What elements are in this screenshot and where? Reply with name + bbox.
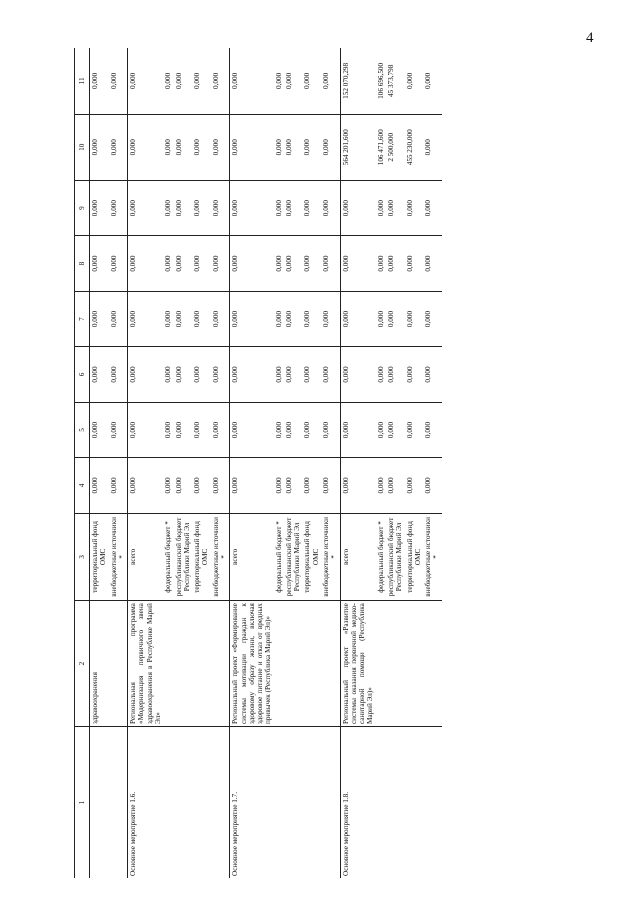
column-number: 11 xyxy=(75,48,90,114)
amount-cell: 0,000 xyxy=(192,48,211,114)
column-number: 3 xyxy=(75,513,90,600)
table-row xyxy=(302,48,321,878)
amount-cell: 0,000 xyxy=(230,347,274,402)
program-name-cell xyxy=(376,601,386,727)
amount-cell: 0,000 xyxy=(211,236,230,291)
activity-name-cell xyxy=(192,727,211,878)
column-number: 1 xyxy=(75,727,90,878)
budget-table xyxy=(74,48,442,878)
column-number: 10 xyxy=(75,114,90,180)
amount-cell: 0,000 xyxy=(174,291,193,346)
amount-cell: 0,000 xyxy=(174,114,193,180)
amount-cell: 0,000 xyxy=(376,291,386,346)
table-row xyxy=(109,48,128,878)
amount-cell: 0,000 xyxy=(302,347,321,402)
column-number-row xyxy=(75,48,90,878)
amount-cell: 0,000 xyxy=(274,48,284,114)
amount-cell: 0,000 xyxy=(340,402,376,457)
amount-cell: 0,000 xyxy=(90,48,109,114)
amount-cell: 0,000 xyxy=(174,48,193,114)
amount-cell: 152 070,298 xyxy=(340,48,376,114)
amount-cell: 0,000 xyxy=(274,114,284,180)
program-name-cell xyxy=(302,601,321,727)
amount-cell: 0,000 xyxy=(192,291,211,346)
amount-cell: 0,000 xyxy=(423,347,442,402)
amount-cell: 0,000 xyxy=(321,48,340,114)
table-row xyxy=(386,48,405,878)
amount-cell: 0,000 xyxy=(192,402,211,457)
amount-cell: 0,000 xyxy=(386,180,405,235)
amount-cell: 0,000 xyxy=(321,402,340,457)
amount-cell: 0,000 xyxy=(109,458,128,513)
activity-name-cell: Основное мероприятие 1.8. xyxy=(340,727,376,878)
activity-name-cell xyxy=(274,727,284,878)
table-row xyxy=(128,48,164,878)
funding-source-cell: всего xyxy=(230,513,274,600)
amount-cell: 0,000 xyxy=(321,114,340,180)
amount-cell: 106 696,500 xyxy=(376,48,386,114)
amount-cell: 0,000 xyxy=(192,347,211,402)
funding-source-cell: территориальный фонд ОМС xyxy=(405,513,424,600)
amount-cell: 0,000 xyxy=(274,347,284,402)
amount-cell: 106 471,600 xyxy=(376,114,386,180)
amount-cell: 0,000 xyxy=(274,291,284,346)
activity-name-cell xyxy=(163,727,173,878)
program-name-cell xyxy=(274,601,284,727)
activity-name-cell xyxy=(405,727,424,878)
amount-cell: 0,000 xyxy=(163,180,173,235)
amount-cell: 0,000 xyxy=(90,291,109,346)
table-row xyxy=(376,48,386,878)
amount-cell: 0,000 xyxy=(109,402,128,457)
amount-cell: 0,000 xyxy=(163,347,173,402)
table-row xyxy=(321,48,340,878)
amount-cell: 0,000 xyxy=(230,291,274,346)
amount-cell: 0,000 xyxy=(163,236,173,291)
program-name-cell xyxy=(192,601,211,727)
amount-cell: 0,000 xyxy=(405,180,424,235)
amount-cell: 0,000 xyxy=(128,236,164,291)
amount-cell: 0,000 xyxy=(376,347,386,402)
amount-cell: 0,000 xyxy=(211,347,230,402)
table-row xyxy=(90,48,109,878)
amount-cell: 0,000 xyxy=(90,114,109,180)
amount-cell: 0,000 xyxy=(302,180,321,235)
amount-cell: 0,000 xyxy=(230,180,274,235)
amount-cell: 0,000 xyxy=(163,291,173,346)
amount-cell: 0,000 xyxy=(321,347,340,402)
amount-cell: 0,000 xyxy=(230,48,274,114)
funding-source-cell: федеральный бюджет * xyxy=(163,513,173,600)
amount-cell: 0,000 xyxy=(340,291,376,346)
table-row xyxy=(174,48,193,878)
table-body xyxy=(90,48,442,878)
amount-cell: 0,000 xyxy=(321,180,340,235)
amount-cell: 0,000 xyxy=(321,458,340,513)
funding-source-cell: республиканский бюджет Республики Марий Эл xyxy=(284,513,303,600)
amount-cell: 0,000 xyxy=(163,48,173,114)
amount-cell: 0,000 xyxy=(386,402,405,457)
program-name-cell xyxy=(405,601,424,727)
column-number: 2 xyxy=(75,601,90,727)
amount-cell: 0,000 xyxy=(174,236,193,291)
activity-name-cell xyxy=(284,727,303,878)
rotated-table-container xyxy=(74,48,634,878)
activity-name-cell: Основное мероприятие 1.7. xyxy=(230,727,274,878)
amount-cell: 0,000 xyxy=(284,48,303,114)
amount-cell: 0,000 xyxy=(174,458,193,513)
amount-cell: 0,000 xyxy=(302,402,321,457)
amount-cell: 0,000 xyxy=(376,402,386,457)
amount-cell: 0,000 xyxy=(405,291,424,346)
funding-source-cell: всего xyxy=(340,513,376,600)
column-number: 8 xyxy=(75,236,90,291)
amount-cell: 0,000 xyxy=(128,180,164,235)
activity-name-cell xyxy=(211,727,230,878)
amount-cell: 0,000 xyxy=(211,180,230,235)
amount-cell: 0,000 xyxy=(423,291,442,346)
activity-name-cell xyxy=(423,727,442,878)
activity-name-cell xyxy=(90,727,109,878)
amount-cell: 0,000 xyxy=(386,236,405,291)
amount-cell: 0,000 xyxy=(284,347,303,402)
amount-cell: 0,000 xyxy=(340,180,376,235)
amount-cell: 0,000 xyxy=(109,347,128,402)
amount-cell: 0,000 xyxy=(302,458,321,513)
amount-cell: 0,000 xyxy=(376,236,386,291)
amount-cell: 0,000 xyxy=(211,402,230,457)
amount-cell: 455 230,000 xyxy=(405,114,424,180)
amount-cell: 0,000 xyxy=(284,180,303,235)
funding-source-cell: внебюджетные источники * xyxy=(321,513,340,600)
table-row xyxy=(230,48,274,878)
column-number: 6 xyxy=(75,347,90,402)
activity-name-cell xyxy=(302,727,321,878)
column-number: 5 xyxy=(75,402,90,457)
amount-cell: 0,000 xyxy=(174,402,193,457)
amount-cell: 0,000 xyxy=(302,291,321,346)
amount-cell: 0,000 xyxy=(109,114,128,180)
amount-cell: 0,000 xyxy=(128,114,164,180)
amount-cell: 0,000 xyxy=(230,114,274,180)
amount-cell: 0,000 xyxy=(192,114,211,180)
amount-cell: 0,000 xyxy=(192,180,211,235)
program-name-cell: Региональный проект «Формирование системы мотивации граждан к здоровому образу жизни, включая здоровое питание и отказ от вредных привычек (Республика Марий Эл)» xyxy=(230,601,274,727)
amount-cell: 0,000 xyxy=(230,236,274,291)
amount-cell: 0,000 xyxy=(284,114,303,180)
amount-cell: 0,000 xyxy=(211,48,230,114)
program-name-cell xyxy=(423,601,442,727)
funding-source-cell: республиканский бюджет Республики Марий Эл xyxy=(386,513,405,600)
column-number: 9 xyxy=(75,180,90,235)
program-name-cell xyxy=(163,601,173,727)
amount-cell: 0,000 xyxy=(163,402,173,457)
amount-cell: 0,000 xyxy=(128,347,164,402)
amount-cell: 0,000 xyxy=(340,236,376,291)
amount-cell: 0,000 xyxy=(128,402,164,457)
activity-name-cell: Основное мероприятие 1.6. xyxy=(128,727,164,878)
table-row xyxy=(163,48,173,878)
amount-cell: 0,000 xyxy=(90,180,109,235)
funding-source-cell: федеральный бюджет * xyxy=(274,513,284,600)
funding-source-cell: внебюджетные источники * xyxy=(109,513,128,600)
amount-cell: 0,000 xyxy=(109,48,128,114)
amount-cell: 0,000 xyxy=(405,236,424,291)
program-name-cell: здравоохранения xyxy=(90,601,109,727)
table-row xyxy=(211,48,230,878)
amount-cell: 2 500,000 xyxy=(386,114,405,180)
amount-cell: 0,000 xyxy=(163,458,173,513)
program-name-cell xyxy=(284,601,303,727)
amount-cell: 0,000 xyxy=(405,458,424,513)
amount-cell: 0,000 xyxy=(340,458,376,513)
funding-source-cell: территориальный фонд ОМС xyxy=(90,513,109,600)
amount-cell: 45 373,798 xyxy=(386,48,405,114)
funding-source-cell: республиканский бюджет Республики Марий Эл xyxy=(174,513,193,600)
amount-cell: 564 201,600 xyxy=(340,114,376,180)
amount-cell: 0,000 xyxy=(109,236,128,291)
program-name-cell xyxy=(211,601,230,727)
amount-cell: 0,000 xyxy=(211,114,230,180)
amount-cell: 0,000 xyxy=(163,114,173,180)
amount-cell: 0,000 xyxy=(274,402,284,457)
column-number: 4 xyxy=(75,458,90,513)
amount-cell: 0,000 xyxy=(386,347,405,402)
amount-cell: 0,000 xyxy=(90,236,109,291)
amount-cell: 0,000 xyxy=(376,458,386,513)
amount-cell: 0,000 xyxy=(386,291,405,346)
amount-cell: 0,000 xyxy=(174,347,193,402)
amount-cell: 0,000 xyxy=(302,236,321,291)
activity-name-cell xyxy=(386,727,405,878)
funding-source-cell: внебюджетные источники * xyxy=(423,513,442,600)
amount-cell: 0,000 xyxy=(302,114,321,180)
table-row xyxy=(405,48,424,878)
amount-cell: 0,000 xyxy=(405,48,424,114)
amount-cell: 0,000 xyxy=(321,236,340,291)
amount-cell: 0,000 xyxy=(284,236,303,291)
table-row xyxy=(423,48,442,878)
amount-cell: 0,000 xyxy=(211,458,230,513)
amount-cell: 0,000 xyxy=(423,48,442,114)
amount-cell: 0,000 xyxy=(128,48,164,114)
amount-cell: 0,000 xyxy=(274,236,284,291)
amount-cell: 0,000 xyxy=(284,402,303,457)
amount-cell: 0,000 xyxy=(423,402,442,457)
amount-cell: 0,000 xyxy=(90,402,109,457)
funding-source-cell: территориальный фонд ОМС xyxy=(302,513,321,600)
funding-source-cell: территориальный фонд ОМС xyxy=(192,513,211,600)
amount-cell: 0,000 xyxy=(386,458,405,513)
amount-cell: 0,000 xyxy=(128,458,164,513)
amount-cell: 0,000 xyxy=(90,347,109,402)
amount-cell: 0,000 xyxy=(376,180,386,235)
amount-cell: 0,000 xyxy=(128,291,164,346)
program-name-cell: Региональная программа «Модернизация первичного звена здравоохранения в Республике Марий Эл» xyxy=(128,601,164,727)
amount-cell: 0,000 xyxy=(192,236,211,291)
amount-cell: 0,000 xyxy=(405,402,424,457)
amount-cell: 0,000 xyxy=(230,458,274,513)
page-number: 4 xyxy=(586,30,594,46)
funding-source-cell: внебюджетные источники * xyxy=(211,513,230,600)
amount-cell: 0,000 xyxy=(284,458,303,513)
table-row xyxy=(274,48,284,878)
amount-cell: 0,000 xyxy=(174,180,193,235)
program-name-cell: Региональный проект «Развитие системы оказания первичной медико-санитарной помощи (Республика Марий Эл)» xyxy=(340,601,376,727)
amount-cell: 0,000 xyxy=(109,291,128,346)
program-name-cell xyxy=(386,601,405,727)
table-row xyxy=(284,48,303,878)
amount-cell: 0,000 xyxy=(109,180,128,235)
amount-cell: 0,000 xyxy=(192,458,211,513)
amount-cell: 0,000 xyxy=(274,180,284,235)
amount-cell: 0,000 xyxy=(90,458,109,513)
amount-cell: 0,000 xyxy=(340,347,376,402)
amount-cell: 0,000 xyxy=(321,291,340,346)
program-name-cell xyxy=(174,601,193,727)
amount-cell: 0,000 xyxy=(230,402,274,457)
amount-cell: 0,000 xyxy=(274,458,284,513)
amount-cell: 0,000 xyxy=(423,236,442,291)
amount-cell: 0,000 xyxy=(211,291,230,346)
amount-cell: 0,000 xyxy=(423,458,442,513)
table-row xyxy=(192,48,211,878)
activity-name-cell xyxy=(174,727,193,878)
amount-cell: 0,000 xyxy=(423,180,442,235)
program-name-cell xyxy=(321,601,340,727)
amount-cell: 0,000 xyxy=(423,114,442,180)
activity-name-cell xyxy=(109,727,128,878)
table-row xyxy=(340,48,376,878)
column-number: 7 xyxy=(75,291,90,346)
funding-source-cell: всего xyxy=(128,513,164,600)
amount-cell: 0,000 xyxy=(405,347,424,402)
activity-name-cell xyxy=(321,727,340,878)
program-name-cell xyxy=(109,601,128,727)
funding-source-cell: федеральный бюджет * xyxy=(376,513,386,600)
amount-cell: 0,000 xyxy=(284,291,303,346)
activity-name-cell xyxy=(376,727,386,878)
amount-cell: 0,000 xyxy=(302,48,321,114)
